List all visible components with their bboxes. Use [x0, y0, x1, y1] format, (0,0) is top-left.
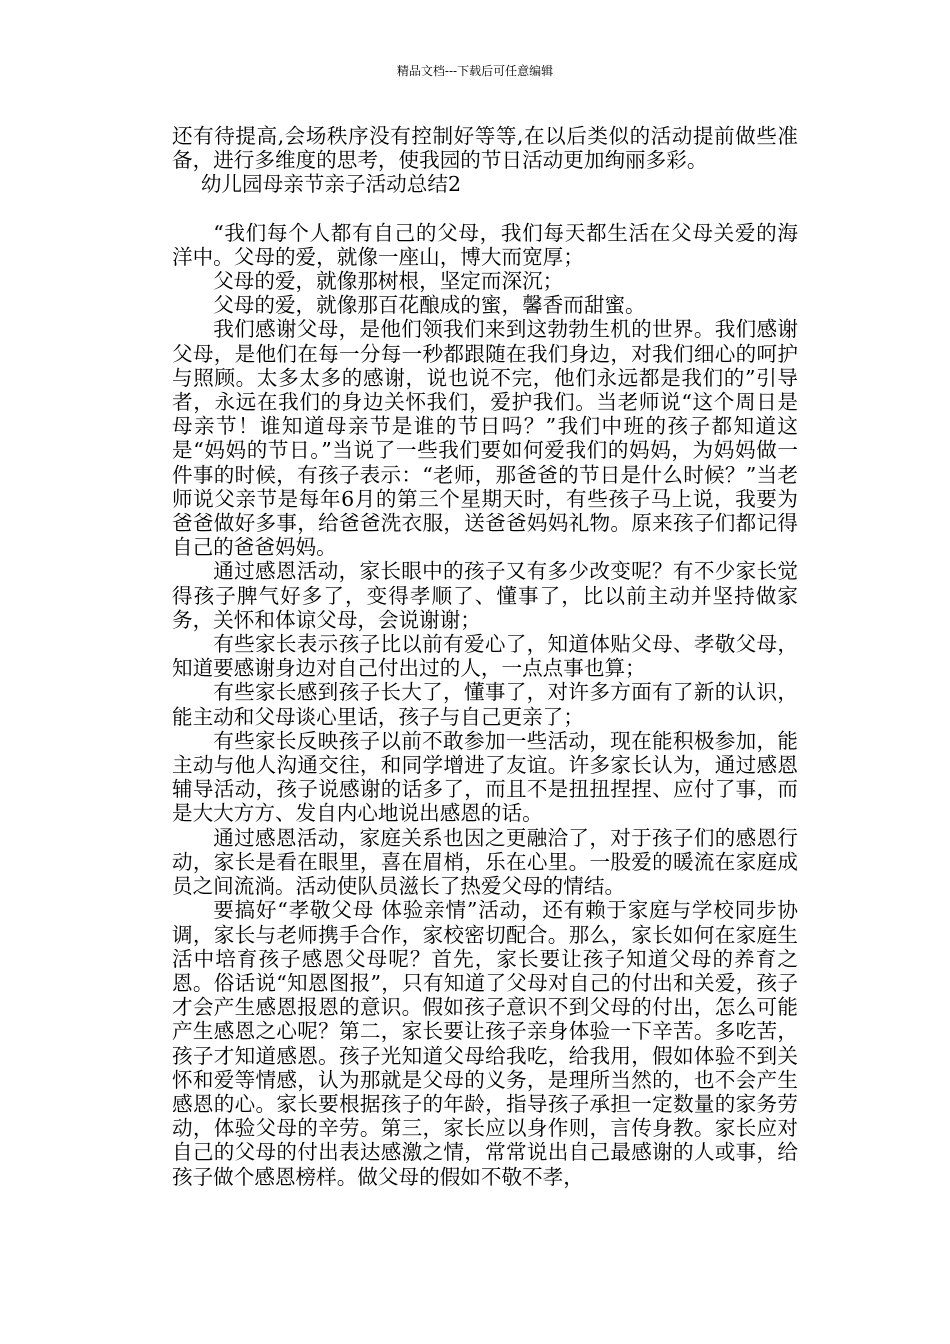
paragraph-changes: 通过感恩活动，家长眼中的孩子又有多少改变呢？有不少家长觉得孩子脾气好多了，变得孝顺了、懂事了，比以前主动并坚持做家务，关怀和体谅父母，会说谢谢；	[172, 559, 798, 632]
page-header: 精品文档---下载后可任意编辑	[396, 64, 554, 78]
paragraph-1: 还有待提高,会场秩序没有控制好等等,在以后类似的活动提前做些准备，进行多维度的思考，使我园的节日活动更加绚丽多彩。	[172, 124, 798, 173]
paragraph-cooperation: 要搞好“孝敬父母 体验亲情”活动，还有赖于家庭与学校同步协调，家长与老师携手合作，家校密切配合。那么，家长如何在家庭生活中培育孩子感恩父母呢？首先，家长要让孩子知道父母的养育之恩。俗话说“知恩图报”，只有知道了父母对自己的付出和关爱，孩子才会产生感恩报恩的意识。假如孩子意识不到父母的付出，怎么可能产生感恩之心呢？第二，家长要让孩子亲身体验一下辛苦。多吃苦，孩子才知道感恩。孩子光知道父母给我吃，给我用，假如体验不到关怀和爱等情感，认为那就是父母的义务，是理所当然的，也不会产生感恩的心。家长要根据孩子的年龄，指导孩子承担一定数量的家务劳动，体验父母的辛劳。第三，家长应以身作则，言传身教。家长应对自己的父母的付出表达感激之情，常常说出自己最感谢的人或事，给孩子做个感恩榜样。做父母的假如不敬不孝，	[172, 898, 798, 1189]
paragraph-quote-intro: “我们每个人都有自己的父母，我们每天都生活在父母关爱的海洋中。父母的爱，就像一座山，博大而宽厚；	[172, 220, 798, 269]
paragraph-activities: 有些家长反映孩子以前不敢参加一些活动，现在能积极参加，能主动与他人沟通交往，和同学增进了友谊。许多家长认为，通过感恩辅导活动，孩子说感谢的话多了，而且不是扭扭捏捏、应付了事，而是大大方方、发自内心地说出感恩的话。	[172, 728, 798, 826]
paragraph-family: 通过感恩活动，家庭关系也因之更融洽了，对于孩子们的感恩行动，家长是看在眼里，喜在眉梢，乐在心里。一股爱的暖流在家庭成员之间流淌。活动使队员滋长了热爱父母的情结。	[172, 825, 798, 899]
paragraph-quote-3: 父母的爱，就像那百花酿成的蜜，馨香而甜蜜。	[213, 293, 646, 318]
paragraph-thanks: 我们感谢父母，是他们领我们来到这勃勃生机的世界。我们感谢父母，是他们在每一分每一秒都跟随在我们身边，对我们细心的呵护与照顾。太多太多的感谢，说也说不完，他们永远都是我们的”引导者，永远在我们的身边关怀我们，爱护我们。当老师说“这个周日是母亲节！谁知道母亲节是谁的节日吗？”我们中班的孩子都知道这是“妈妈的节日。”当说了一些我们要如何爱我们的妈妈，为妈妈做一件事的时候，有孩子表示：“老师，那爸爸的节日是什么时候？”当老师说父亲节是每年6月的第三个星期天时，有些孩子马上说，我要为爸爸做好多事，给爸爸洗衣服，送爸爸妈妈礼物。原来孩子们都记得自己的爸爸妈妈。	[172, 317, 798, 560]
paragraph-quote-2: 父母的爱，就像那树根，坚定而深沉；	[213, 269, 564, 294]
paragraph-love: 有些家长表示孩子比以前有爱心了，知道体贴父母、孝敬父母，知道要感谢身边对自己付出过的人，一点点事也算；	[172, 632, 798, 681]
document-body	[172, 124, 798, 1189]
paragraph-grown: 有些家长感到孩子长大了，懂事了，对许多方面有了新的认识，能主动和父母谈心里话，孩子与自己更亲了；	[172, 680, 798, 729]
blank-line	[172, 197, 798, 221]
section-heading: 幼儿园母亲节亲子活动总结2	[200, 172, 462, 197]
